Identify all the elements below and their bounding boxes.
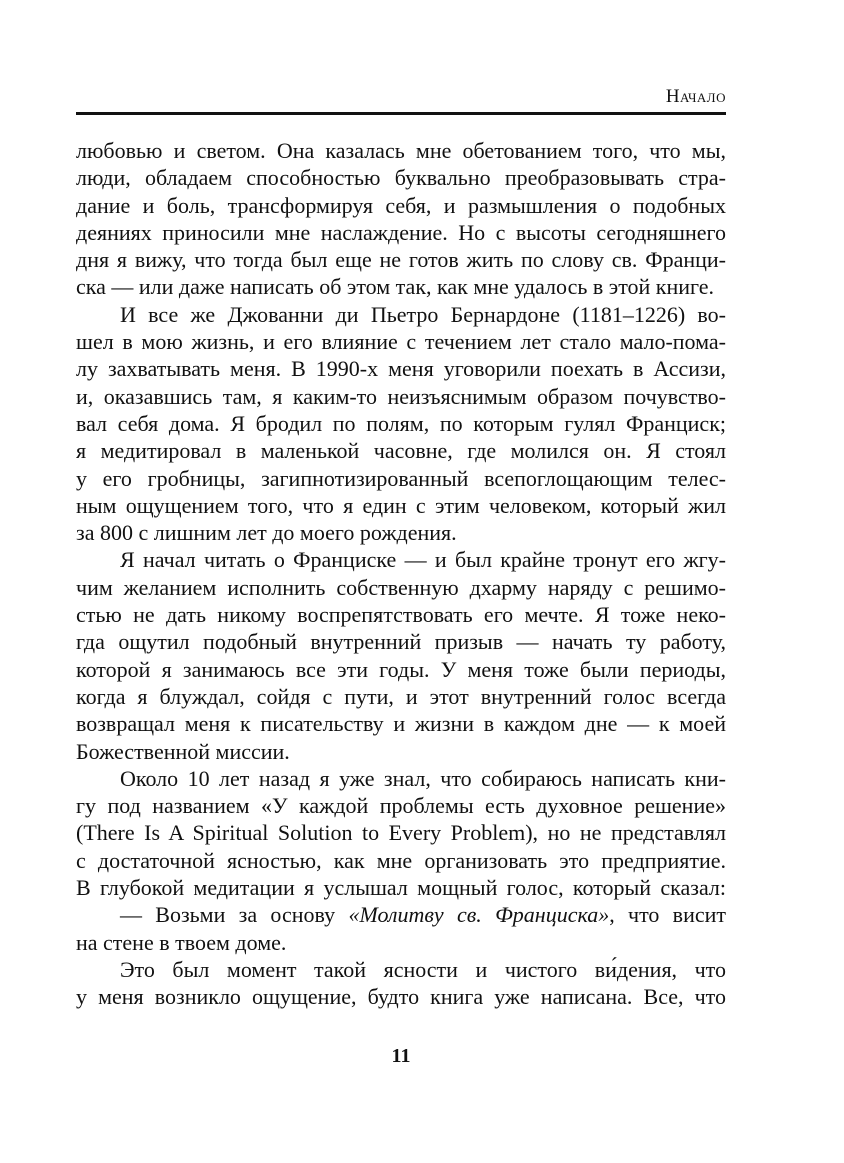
text-line: люди, обладаем способностью буквально преобразовывать стра- bbox=[76, 165, 726, 191]
text-line: с достаточной ясностью, как мне организовать это предприятие. bbox=[76, 847, 726, 873]
text-line: у меня возникло ощущение, будто книга уже написана. Все, что bbox=[76, 984, 726, 1010]
running-title: Начало bbox=[665, 86, 726, 107]
text-line: И все же Джованни ди Пьетро Бернардоне (1181–1226) во- bbox=[120, 301, 726, 327]
text-line: когда я блуждал, сойдя с пути, и этот внутренний голос всегда bbox=[76, 683, 726, 709]
text-line: шел в мою жизнь, и его влияние с течением лет стало мало-пома- bbox=[76, 329, 726, 355]
quote-line-before: — Возьми за основу bbox=[120, 902, 349, 928]
header-rule bbox=[76, 112, 726, 115]
text-line: (There Is A Spiritual Solution to Every Problem), но не представлял bbox=[76, 820, 726, 846]
prayer-title: «Молитву св. Франциска» bbox=[348, 902, 610, 928]
text-line: у его гробницы, загипнотизированный всепоглощающим телес- bbox=[76, 465, 726, 491]
text-line: которой я занимаюсь все эти годы. У меня тоже были периоды, bbox=[76, 656, 726, 682]
text-line: лу захватывать меня. В 1990-х меня уговорили поехать в Ассизи, bbox=[76, 356, 726, 382]
text-line: чим желанием исполнить собственную дхарму наряду с решимо- bbox=[76, 574, 726, 600]
text-line: и, оказавшись там, я каким-то неизъяснимым образом почувство- bbox=[76, 383, 726, 409]
text-line: любовью и светом. Она казалась мне обетованием того, что мы, bbox=[76, 138, 726, 163]
text-line: вал себя дома. Я бродил по полям, по которым гулял Франциск; bbox=[76, 410, 726, 436]
text-line: дня я вижу, что тогда был еще не готов жить по слову св. Франци- bbox=[76, 247, 726, 273]
text-line: Это был момент такой ясности и чистого ви́дения, что bbox=[120, 956, 726, 982]
text-line: я медитировал в маленькой часовне, где молился он. Я стоял bbox=[76, 438, 726, 464]
quote-line-after: , что висит bbox=[609, 902, 726, 928]
text-line: возвращал меня к писательству и жизни в каждом дне — к моей bbox=[76, 711, 726, 737]
text-line: ным ощущением того, что я един с этим человеком, который жил bbox=[76, 492, 726, 518]
page-number: 11 bbox=[391, 1045, 411, 1067]
text-line: деяниях приносили мне наслаждение. Но с высоты сегодняшнего bbox=[76, 219, 726, 245]
text-line: гда ощутил подобный внутренний призыв — начать ту работу, bbox=[76, 629, 726, 655]
quote-line bbox=[76, 901, 726, 928]
text-line: ска — или даже написать об этом так, как мне удалось в этой книге. bbox=[76, 274, 715, 300]
text-line: за 800 с лишним лет до моего рождения. bbox=[76, 520, 457, 546]
text-line: Около 10 лет назад я уже знал, что собираюсь написать кни- bbox=[120, 765, 726, 791]
text-line: Божественной миссии. bbox=[76, 738, 290, 764]
text-line: стью не дать никому воспрепятствовать его мечте. Я тоже неко- bbox=[76, 602, 726, 628]
text-line: дание и боль, трансформируя себя, и размышления о подобных bbox=[76, 192, 726, 218]
text-line: Я начал читать о Франциске — и был крайне тронут его жгу- bbox=[120, 547, 726, 573]
text-line: на стене в твоем доме. bbox=[76, 929, 287, 955]
page-body bbox=[76, 137, 726, 1011]
text-line: В глубокой медитации я услышал мощный голос, который сказал: bbox=[76, 875, 726, 901]
text-line: гу под названием «У каждой проблемы есть духовное решение» bbox=[76, 793, 726, 819]
